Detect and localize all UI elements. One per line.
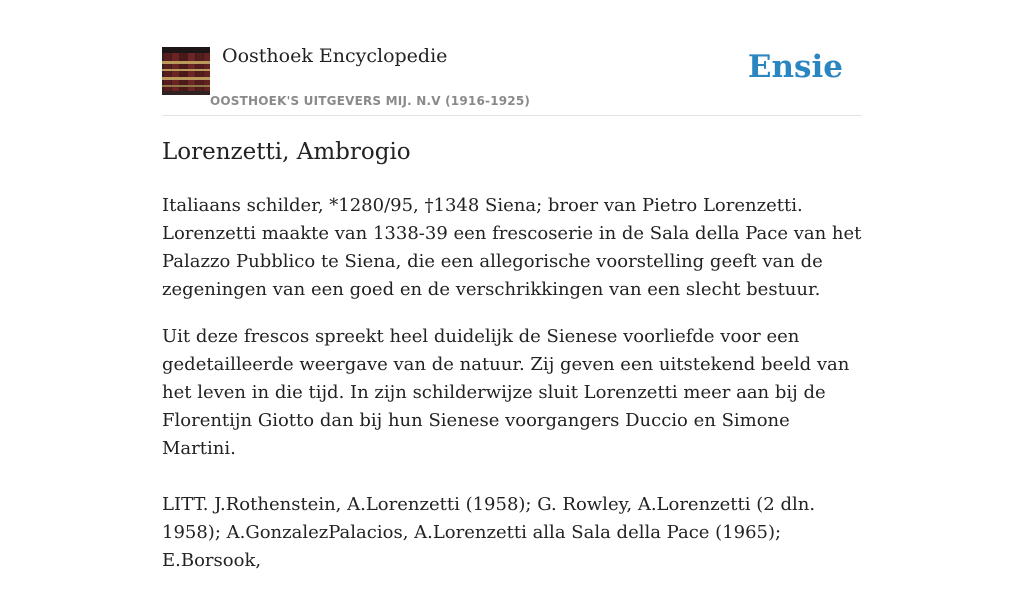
- article-paragraph: Italiaans schilder, *1280/95, †1348 Siena; broer van Pietro Lorenzetti. Lorenzetti maakte van 1338-39 een frescoserie in de Sala della Pace van het Palazzo Pubblico te Siena, die een allegorische voorstelling geeft van de zegeningen van een goed en de verschrikkingen van een slecht bestuur.: [162, 195, 862, 300]
- encyclopedia-books-avatar[interactable]: [162, 47, 210, 95]
- ensie-logo[interactable]: Ensie: [747, 49, 843, 85]
- source-name-link[interactable]: Oosthoek Encyclopedie: [222, 45, 448, 67]
- header: [162, 0, 862, 116]
- literature-references: LITT. J.Rothenstein, A.Lorenzetti (1958); G. Rowley, A.Lorenzetti (2 dln. 1958); A.GonzalezPalacios, A.Lorenzetti alla Sala della Pace (1965); E.Borsook,: [162, 494, 816, 571]
- publisher-label: OOSTHOEK'S UITGEVERS MIJ. N.V (1916-1925): [210, 94, 531, 108]
- article-paragraph: Uit deze frescos spreekt heel duidelijk de Sienese voorliefde voor een gedetailleerde weergave van de natuur. Zij geven een uitstekend beeld van het leven in die tijd. In zijn schilderwijze sluit Lorenzetti meer aan bij de Florentijn Giotto dan bij hun Sienese voorgangers Duccio en Simone Martini.: [162, 326, 850, 459]
- article-body: [162, 192, 862, 594]
- article-title: Lorenzetti, Ambrogio: [162, 139, 411, 165]
- books-icon: [162, 47, 210, 95]
